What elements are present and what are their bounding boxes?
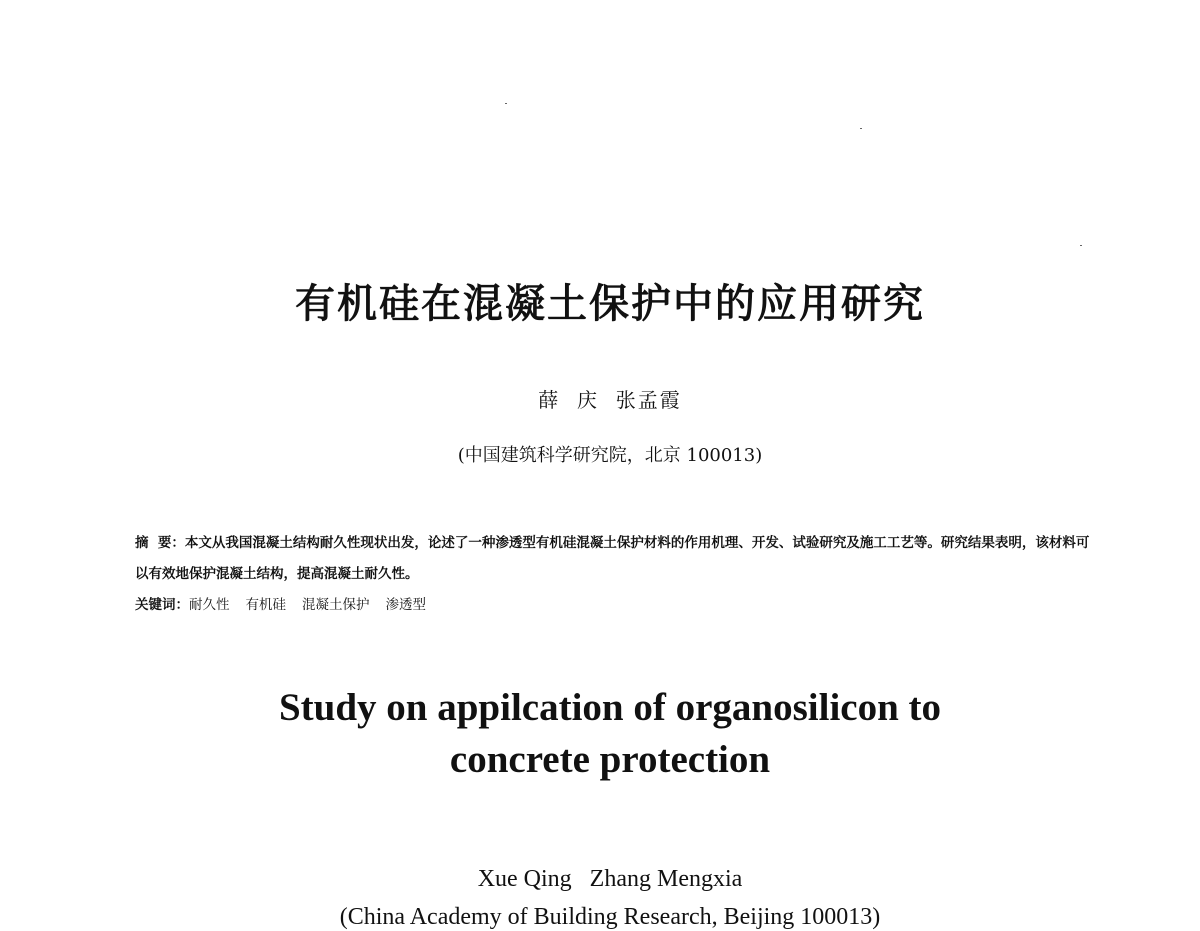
chinese-abstract bbox=[135, 528, 1095, 621]
keywords-label: 关键词： bbox=[135, 597, 189, 613]
abstract-paragraph bbox=[135, 528, 1095, 590]
keyword: 混凝土保护 bbox=[302, 597, 370, 613]
chinese-authors: 薛 庆 张孟霞 bbox=[538, 388, 682, 412]
scan-speck bbox=[860, 128, 862, 129]
abstract-text: 本文从我国混凝土结构耐久性现状出发，论述了一种渗透型有机硅混凝土保护材料的作用机理、开发、试验研究及施工工艺等。研究结果表明，该材料可以有效地保护混凝土结构，提高混凝土耐久性。 bbox=[135, 535, 1090, 582]
english-title-line: Study on appilcation of organosilicon to bbox=[278, 686, 942, 729]
keyword: 耐久性 bbox=[189, 597, 230, 613]
chinese-title: 有机硅在混凝土保护中的应用研究 bbox=[295, 281, 925, 327]
abstract-label: 摘 要： bbox=[135, 535, 185, 551]
chinese-affiliation: (中国建筑科学研究院，北京 100013) bbox=[457, 445, 763, 466]
english-authors: Xue Qing Zhang Mengxia bbox=[477, 866, 743, 892]
english-affiliation: (China Academy of Building Research, Beijing 100013) bbox=[339, 904, 881, 930]
scan-speck bbox=[505, 103, 507, 104]
keywords bbox=[135, 590, 1095, 621]
keyword: 有机硅 bbox=[245, 597, 286, 613]
keyword: 渗透型 bbox=[385, 597, 426, 613]
english-title bbox=[0, 682, 1200, 786]
english-title-line: concrete protection bbox=[449, 738, 771, 781]
scan-speck bbox=[1080, 245, 1082, 246]
